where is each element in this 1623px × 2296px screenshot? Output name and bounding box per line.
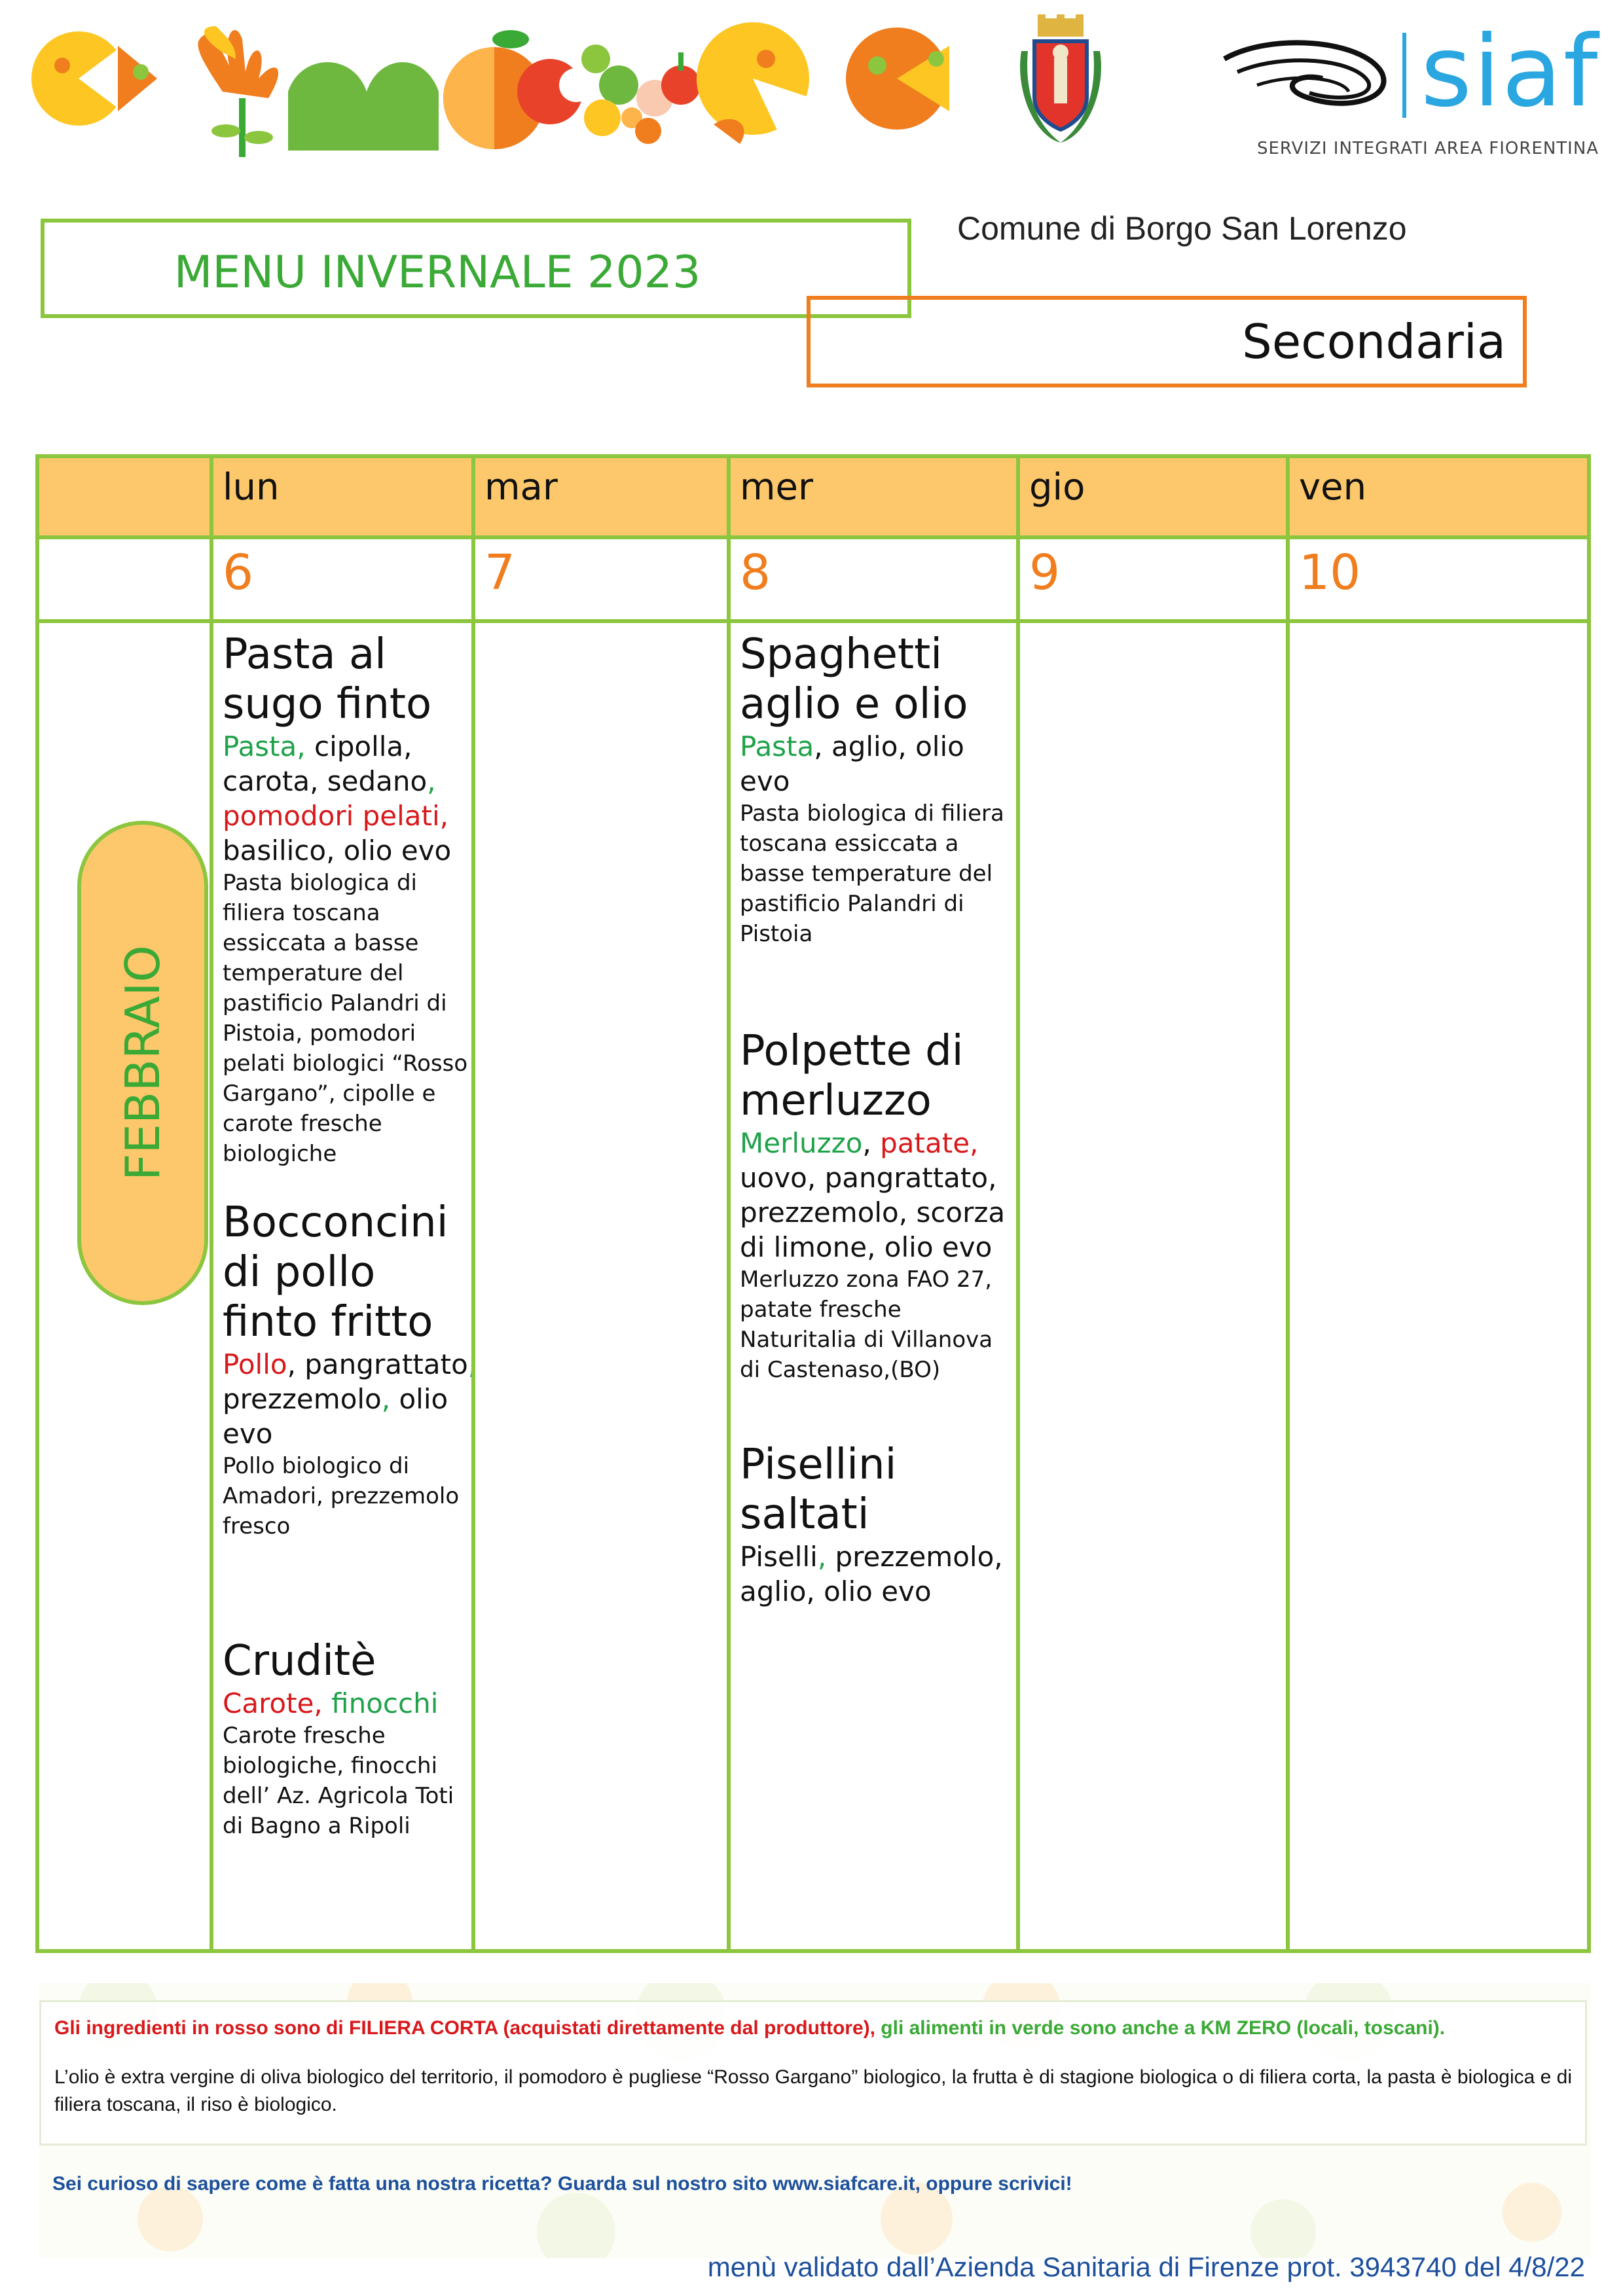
day-name: lun [223, 466, 280, 509]
date-cell-lun [210, 535, 475, 623]
day-number: 8 [740, 545, 771, 601]
dish-description: Merluzzo zona FAO 27, patate fresche Naturitalia di Villanova di Castenaso,(BO) [740, 1266, 993, 1383]
day-name: ven [1299, 466, 1367, 509]
legend-filiera-corta: Gli ingredienti in rosso sono di FILIERA CORTA (acquistati direttamente dal produttore), [54, 2017, 875, 2039]
ingredient: olio evo [223, 1383, 448, 1450]
ingredient-km-zero: Merluzzo [740, 1127, 863, 1159]
header-illustration [26, 13, 969, 164]
dish-title: Pisellini saltati [740, 1441, 897, 1539]
month-cell [35, 619, 213, 1953]
legend-km-zero: gli alimenti in verde sono anche a KM ZERO (locali, toscani). [875, 2017, 1446, 2039]
day-header-lun [210, 454, 475, 539]
title-box [41, 219, 911, 318]
ingredient: prezzemolo, aglio, olio evo [740, 1541, 1003, 1607]
ingredients-note: L’olio è extra vergine di oliva biologico del territorio, il pomodoro è pugliese “Rosso Gargano” biologico, la frutta è di stagione biologica o di filiera corta, la pasta è biologica e di filiera toscana, il riso è biologico. [54, 2066, 1572, 2115]
ingredient: cipolla, carota, sedano [223, 730, 428, 797]
date-cell-ven [1286, 535, 1591, 623]
dish-title: Pasta al sugo finto [223, 630, 432, 728]
day-number: 10 [1299, 545, 1361, 601]
ingredient-km-zero: finocchi [322, 1687, 439, 1719]
dish-description: Pasta biologica di filiera toscana essiccata a basse temperature del pastificio Palandri di Pistoia, pomodori pelati biologici “Rosso Gargano”, cipolle e carote fresche biologiche [223, 870, 468, 1167]
ingredient-filiera-corta: patate, [871, 1127, 979, 1159]
ingredient: uovo, pangrattato, prezzemolo, scorza di limone, olio evo [740, 1162, 1006, 1263]
dish-ingredients [223, 1686, 478, 1721]
dish-crudite [223, 1636, 478, 1841]
swirl-logo-icon [1218, 33, 1395, 111]
date-cell-gio [1016, 535, 1290, 623]
dish-title: Bocconcini di pollo finto fritto [223, 1198, 448, 1346]
ingredient-filiera-corta: pomodori pelati, [223, 800, 449, 832]
month-pill [77, 821, 208, 1305]
day-name: gio [1029, 466, 1085, 509]
hand-flower-icon [198, 26, 279, 157]
day-number: 7 [484, 545, 516, 601]
dish-ingredients [740, 729, 1015, 798]
fruit-dots-icon [581, 45, 701, 144]
dish-title: Spaghetti aglio e olio [740, 630, 968, 728]
ingredient-filiera-corta: Carote, [223, 1687, 323, 1719]
ingredient-separator: , [467, 1348, 477, 1380]
menu-cell-ven [1286, 619, 1591, 1953]
dish-ingredients [223, 729, 478, 868]
fish-face-icon [846, 27, 949, 130]
ingredient-separator: , [427, 765, 436, 797]
color-legend [54, 2015, 1572, 2041]
municipal-crest-icon [1008, 12, 1113, 156]
dish-title: Polpette di merluzzo [740, 1027, 964, 1125]
date-cell-mer [727, 535, 1020, 623]
dish-polpette-merluzzo [740, 1026, 1015, 1385]
logo-tagline: SERVIZI INTEGRATI AREA FIORENTINA [1257, 139, 1599, 158]
dish-pisellini-saltati [740, 1440, 1015, 1609]
school-level: Secondaria [1242, 314, 1506, 369]
school-level-box [807, 296, 1527, 387]
day-name: mar [484, 466, 558, 509]
ingredient: basilico, olio evo [223, 834, 452, 867]
apple-icon [517, 59, 593, 124]
menu-cell-mer [727, 619, 1020, 1953]
logo-divider [1402, 33, 1406, 118]
month-label: FEBBRAIO [115, 945, 170, 1181]
face-icon [697, 22, 812, 144]
dish-ingredients [740, 1126, 1015, 1265]
ingredient-filiera-corta: Pollo [223, 1348, 287, 1380]
siaf-logo [1218, 15, 1599, 129]
ingredient-separator: , [862, 1127, 871, 1159]
menu-cell-mar [471, 619, 731, 1953]
green-hills-icon [288, 62, 439, 151]
menu-title: MENU INVERNALE 2023 [173, 246, 701, 298]
notes-box [39, 2000, 1587, 2145]
ingredient: , aglio, olio evo [740, 730, 964, 797]
siaf-wordmark: siaf [1421, 15, 1599, 129]
menu-cell-lun [210, 619, 475, 1953]
date-cell-mar [471, 535, 731, 623]
fish-face-icon [31, 31, 157, 126]
validation-note: menù validato dall’Azienda Sanitaria di Firenze prot. 3943740 del 4/8/22 [707, 2251, 1585, 2282]
day-number: 9 [1029, 545, 1061, 601]
dish-ingredients [740, 1539, 1015, 1609]
day-header-mer [727, 454, 1020, 539]
dish-spaghetti-aglio-olio [740, 630, 1015, 949]
ingredient: Piselli [740, 1541, 818, 1573]
menu-cell-gio [1016, 619, 1290, 1953]
day-number: 6 [223, 545, 254, 601]
dish-description: Pasta biologica di filiera toscana essiccata a basse temperature del pastificio Palandri di Pistoia [740, 800, 1004, 947]
recipe-callout: Sei curioso di sapere come è fatta una nostra ricetta? Guarda sul nostro sito www.siafcare.it, oppure scrivici! [52, 2173, 1072, 2195]
day-header-mar [471, 454, 731, 539]
dish-title: Cruditè [223, 1637, 376, 1685]
menu-table [35, 454, 1591, 1953]
dish-description: Carote fresche biologiche, finocchi dell’ Az. Agricola Toti di Bagno a Ripoli [223, 1723, 454, 1839]
dish-description: Pollo biologico di Amadori, prezzemolo fresco [223, 1453, 460, 1539]
ingredient: prezzemolo [223, 1383, 382, 1415]
comune-name: Comune di Borgo San Lorenzo [957, 210, 1407, 247]
date-corner-cell [35, 535, 213, 623]
header-corner-cell [35, 454, 213, 539]
ingredient-km-zero: Pasta, [223, 730, 306, 762]
day-header-gio [1016, 454, 1290, 539]
ingredient-separator: , [381, 1383, 391, 1415]
ingredient-separator: , [817, 1541, 827, 1573]
day-name: mer [740, 466, 814, 509]
dish-pasta-sugo [223, 630, 478, 1169]
dish-bocconcini-pollo [223, 1198, 478, 1541]
dish-ingredients [223, 1347, 478, 1451]
day-header-ven [1286, 454, 1591, 539]
ingredient-km-zero: Pasta [740, 730, 814, 762]
ingredient: , pangrattato [287, 1348, 468, 1380]
